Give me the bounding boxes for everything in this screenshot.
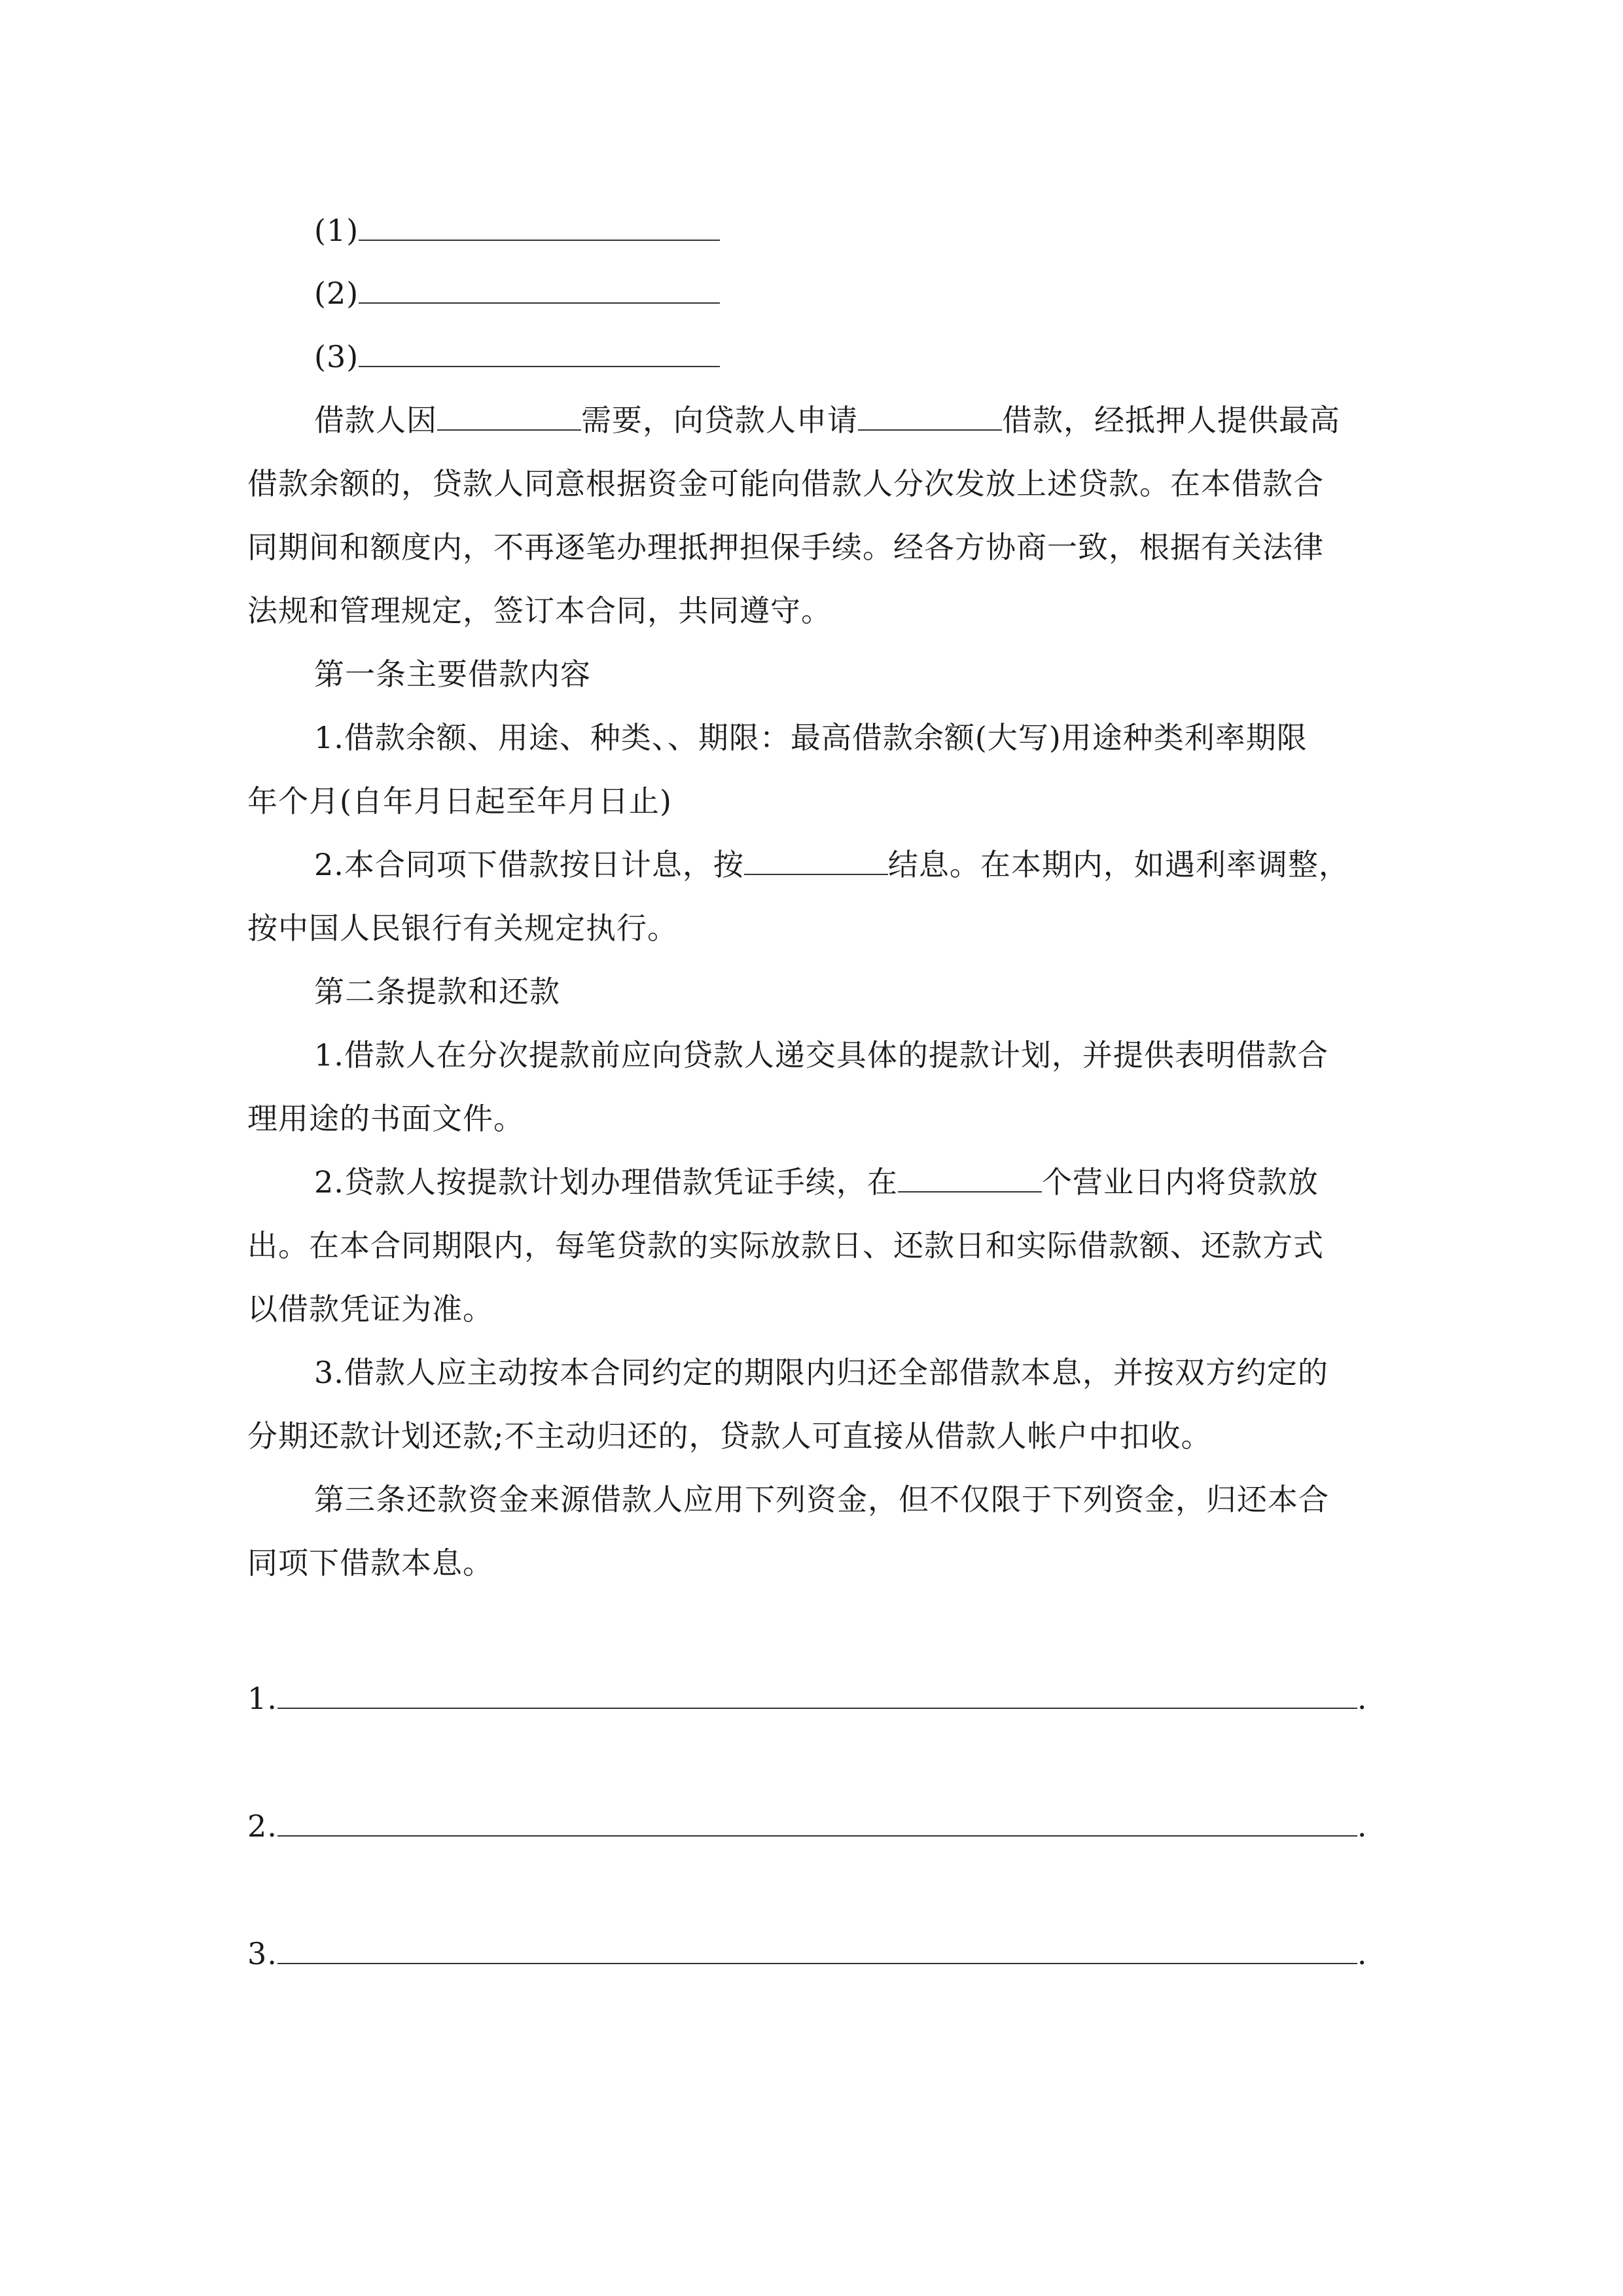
intro-text: 法规和管理规定，签订本合同，共同遵守。 xyxy=(247,593,832,628)
loan-type-blank[interactable] xyxy=(858,401,1002,431)
article-3-line-2 xyxy=(247,1543,493,1583)
article-1-item-1-line-2 xyxy=(247,781,672,821)
clause-text: 2.本合同项下借款按日计息，按 xyxy=(314,847,744,882)
clause-text: 1.借款人在分次提款前应向贷款人递交具体的提款计划，并提供表明借款合 xyxy=(314,1037,1329,1073)
clause-text: 1.借款余额、用途、种类、、期限：最高借款余额(大写)用途种类利率期限 xyxy=(314,720,1308,755)
intro-text: 同期间和额度内，不再逐笔办理抵押担保手续。经各方协商一致，根据有关法律 xyxy=(247,529,1324,565)
fund-source-blank[interactable] xyxy=(277,1806,1357,1837)
fund-source-3 xyxy=(247,1934,1368,1973)
clause-text: 以借款凭证为准。 xyxy=(247,1291,493,1327)
article-2-item-1-line-2 xyxy=(247,1099,524,1138)
article-2-item-3-line-1 xyxy=(314,1353,1329,1392)
numbered-blank-label: (2) xyxy=(314,276,359,311)
clause-text: 2.贷款人按提款计划办理借款凭证手续，在 xyxy=(314,1164,898,1200)
fill-in-blank[interactable] xyxy=(359,337,720,367)
article-heading: 第一条主要借款内容 xyxy=(314,656,591,692)
article-1-item-2-line-1 xyxy=(314,845,1349,884)
clause-text: 第三条还款资金来源借款人应用下列资金，但不仅限于下列资金，归还本合 xyxy=(314,1482,1329,1517)
settlement-period-blank[interactable] xyxy=(744,845,888,875)
intro-text: 借款人因 xyxy=(314,403,437,438)
intro-text: 需要，向贷款人申请 xyxy=(581,403,858,438)
intro-text: 借款余额的，贷款人同意根据资金可能向借款人分次发放上述贷款。在本借款合 xyxy=(247,466,1324,501)
clause-text: 按中国人民银行有关规定执行。 xyxy=(247,910,678,946)
intro-line-3 xyxy=(247,528,1324,567)
fund-source-period: . xyxy=(1357,1936,1368,1971)
reason-blank[interactable] xyxy=(437,401,581,431)
fund-source-number: 1. xyxy=(247,1681,277,1716)
clause-text: 出。在本合同期限内，每笔贷款的实际放款日、还款日和实际借款额、还款方式 xyxy=(247,1228,1324,1263)
fund-source-blank[interactable] xyxy=(277,1934,1357,1964)
clause-text: 年个月(自年月日起至年月日止) xyxy=(247,783,672,819)
fund-source-period: . xyxy=(1357,1808,1368,1844)
clause-text: 理用途的书面文件。 xyxy=(247,1101,524,1136)
clause-text: 结息。在本期内，如遇利率调整， xyxy=(887,847,1349,882)
fund-source-2 xyxy=(247,1806,1368,1846)
numbered-blank-3 xyxy=(314,337,720,376)
fill-in-blank[interactable] xyxy=(359,211,720,241)
article-2-item-2-line-1 xyxy=(314,1162,1319,1202)
fund-source-period: . xyxy=(1357,1681,1368,1716)
numbered-blank-label: (1) xyxy=(314,213,359,248)
intro-line-2 xyxy=(247,464,1324,503)
article-2-item-1-line-1 xyxy=(314,1035,1329,1075)
fund-source-blank[interactable] xyxy=(277,1679,1357,1709)
clause-text: 3.借款人应主动按本合同约定的期限内归还全部借款本息，并按双方约定的 xyxy=(314,1355,1329,1390)
fund-source-1 xyxy=(247,1679,1368,1718)
fill-in-blank[interactable] xyxy=(359,274,720,304)
clause-text: 个营业日内将贷款放 xyxy=(1041,1164,1319,1200)
numbered-blank-1 xyxy=(314,211,720,250)
article-2-item-2-line-3 xyxy=(247,1289,493,1329)
business-days-blank[interactable] xyxy=(898,1162,1042,1193)
article-3-line-1 xyxy=(314,1480,1329,1519)
article-1-title xyxy=(314,655,591,694)
intro-line-1 xyxy=(314,401,1340,440)
article-2-title xyxy=(314,972,560,1011)
fund-source-number: 2. xyxy=(247,1808,277,1844)
clause-text: 同项下借款本息。 xyxy=(247,1545,493,1581)
article-2-item-3-line-2 xyxy=(247,1416,1212,1456)
article-1-item-2-line-2 xyxy=(247,908,678,948)
intro-line-4 xyxy=(247,591,832,630)
clause-text: 分期还款计划还款;不主动归还的，贷款人可直接从借款人帐户中扣收。 xyxy=(247,1418,1212,1454)
numbered-blank-2 xyxy=(314,274,720,313)
intro-text: 借款，经抵押人提供最高 xyxy=(1002,403,1340,438)
fund-source-number: 3. xyxy=(247,1936,277,1971)
article-1-item-1-line-1 xyxy=(314,718,1308,757)
article-2-item-2-line-2 xyxy=(247,1226,1324,1265)
article-heading: 第二条提款和还款 xyxy=(314,974,560,1009)
numbered-blank-label: (3) xyxy=(314,339,359,374)
